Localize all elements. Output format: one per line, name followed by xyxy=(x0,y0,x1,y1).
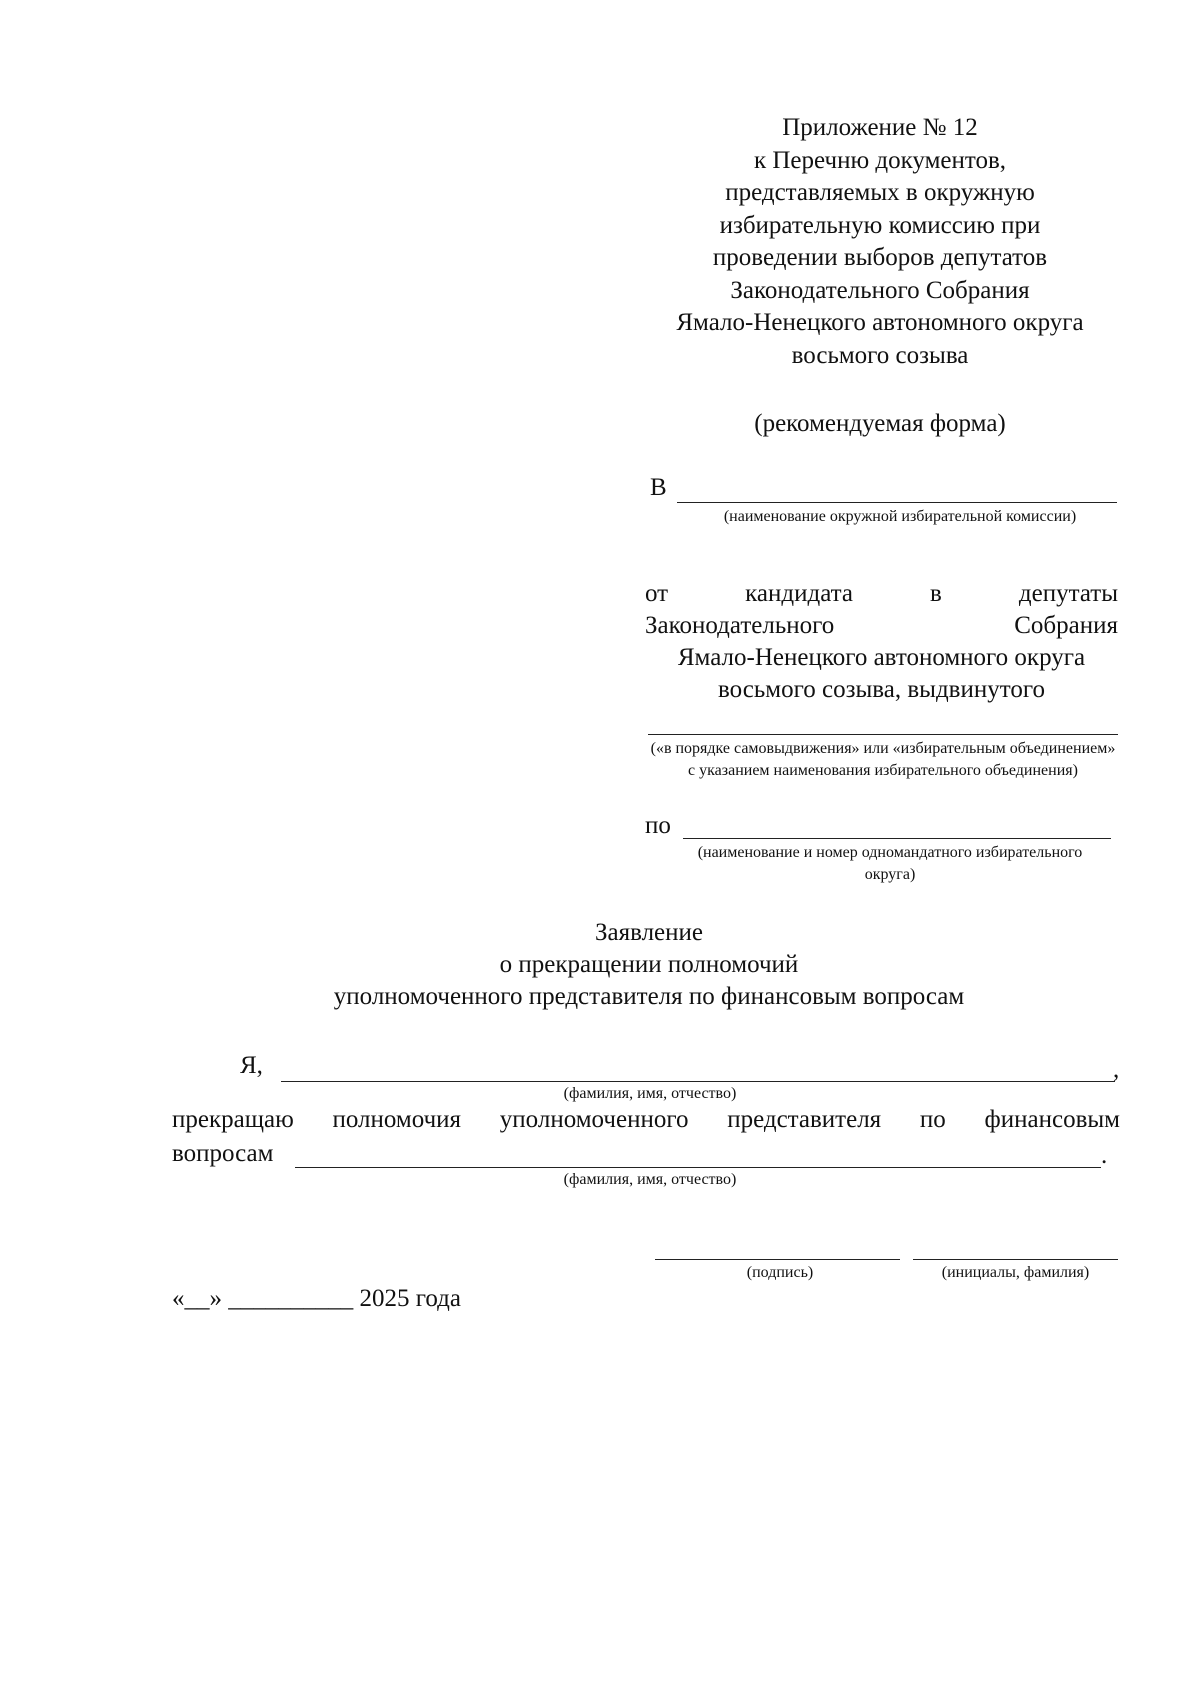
appendix-line: восьмого созыва xyxy=(791,341,969,369)
district-field[interactable] xyxy=(683,838,1111,839)
from-line-4: восьмого созыва, выдвинутого xyxy=(718,676,1045,703)
nomination-caption: («в порядке самовыдвижения» или «избирательным объединением» с указанием наименования избирательного объединения) xyxy=(650,740,1116,779)
from-line-1 xyxy=(645,578,1118,610)
date-day-blank[interactable]: __ xyxy=(184,1285,210,1312)
appendix-line: Ямало-Ненецкого автономного округа xyxy=(676,309,1084,336)
date-open-quote: « xyxy=(172,1285,185,1312)
nomination-field[interactable] xyxy=(648,734,1118,735)
from-line-2 xyxy=(645,610,1118,642)
title-line: уполномоченного представителя по финансовым вопросам xyxy=(333,983,965,1010)
district-lead: по xyxy=(645,812,671,839)
period: . xyxy=(1101,1142,1108,1169)
representative-name-field[interactable] xyxy=(281,1081,1115,1082)
date-year: 2025 года xyxy=(359,1285,461,1312)
from-word: депутаты xyxy=(1018,580,1119,607)
recommended-form-label: (рекомендуемая форма) xyxy=(754,410,1006,437)
i-label: Я, xyxy=(240,1052,263,1079)
signature-caption: (подпись) xyxy=(746,1264,814,1281)
appendix-line: Законодательного Собрания xyxy=(730,276,1030,304)
date-line xyxy=(172,1285,461,1313)
from-line-3: Ямало-Ненецкого автономного округа xyxy=(677,644,1086,671)
commission-name-field[interactable] xyxy=(677,502,1117,503)
commission-name-caption: (наименование окружной избирательной комиссии) xyxy=(723,508,1077,525)
representative-name-field-2[interactable] xyxy=(295,1167,1101,1168)
appendix-line: к Перечню документов, xyxy=(753,146,1007,174)
appendix-line: проведении выборов депутатов xyxy=(712,244,1048,271)
from-word: в xyxy=(930,580,942,607)
title-line: о прекращении полномочий xyxy=(499,951,799,978)
signature-field[interactable] xyxy=(655,1259,900,1260)
initials-field[interactable] xyxy=(913,1259,1118,1260)
appendix-line: Приложение № 12 xyxy=(782,114,978,141)
initials-caption: (инициалы, фамилия) xyxy=(941,1264,1090,1281)
appendix-header xyxy=(640,112,1120,372)
comma: , xyxy=(1113,1056,1120,1083)
title-line: Заявление xyxy=(594,919,704,946)
date-close-quote: » xyxy=(209,1285,222,1312)
from-word: кандидата xyxy=(745,580,853,607)
name-caption-1: (фамилия, имя, отчество) xyxy=(563,1085,737,1102)
body-line-2-lead: вопросам xyxy=(172,1140,274,1167)
date-month-blank[interactable]: __________ xyxy=(228,1285,354,1312)
body-line-1: прекращаю полномочия уполномоченного представителя по финансовым xyxy=(172,1106,1120,1133)
to-lead: В xyxy=(650,474,667,501)
from-word: Законодательного xyxy=(645,612,835,639)
document-title xyxy=(0,917,1200,1013)
name-caption-2: (фамилия, имя, отчество) xyxy=(563,1171,737,1188)
appendix-line: избирательную комиссию при xyxy=(719,211,1041,239)
appendix-line: представляемых в окружную xyxy=(725,179,1035,206)
from-word: Собрания xyxy=(1014,612,1118,639)
district-caption: (наименование и номер одномандатного избирательного округа) xyxy=(697,844,1083,883)
from-block xyxy=(645,578,1118,706)
from-word: от xyxy=(645,580,669,607)
